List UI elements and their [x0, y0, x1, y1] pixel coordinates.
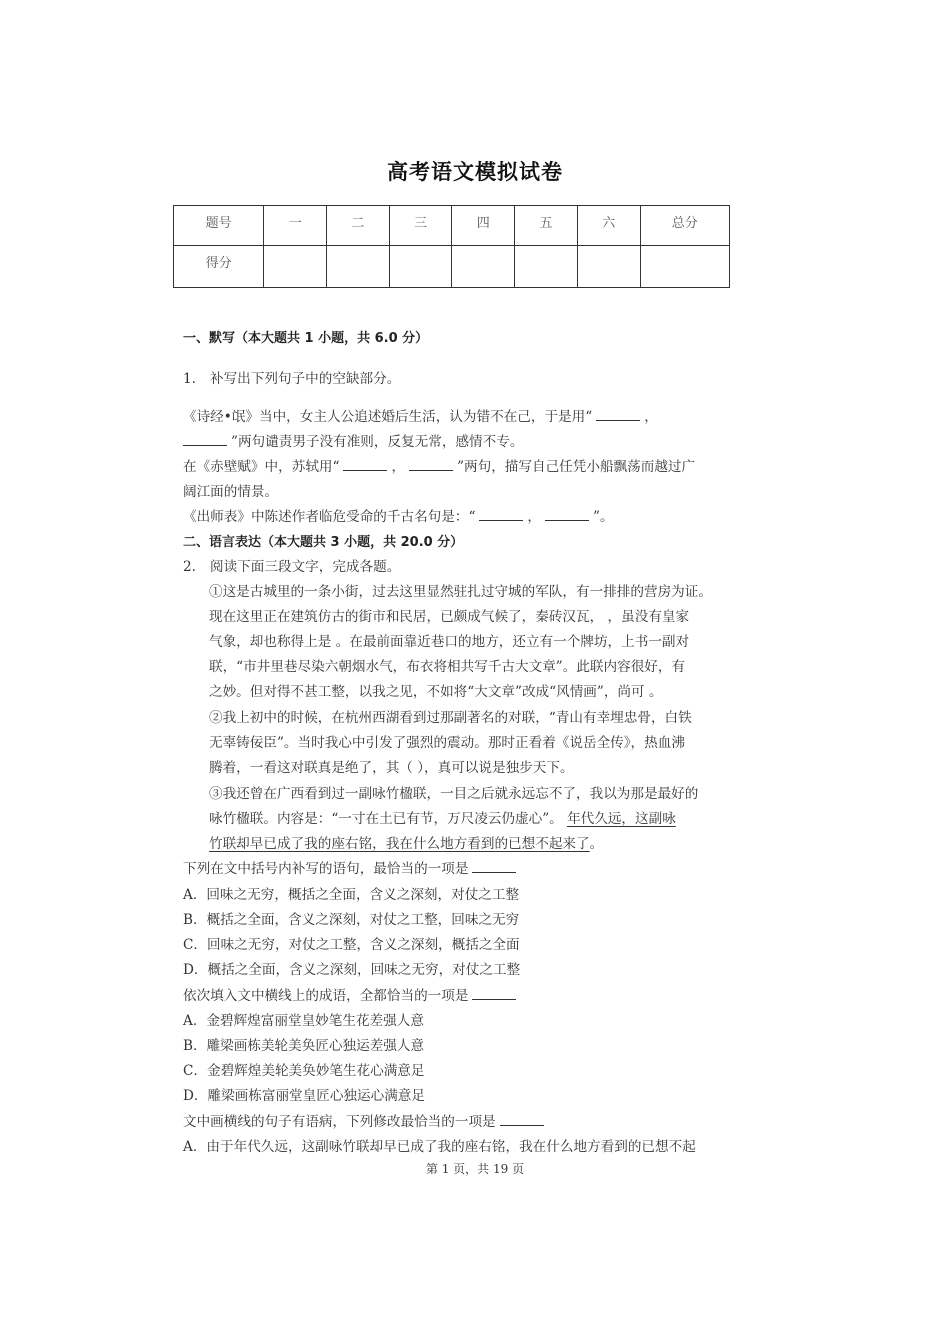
option-b: B．概括之全面，含义之深刻，对仗之工整，回味之无穷: [183, 912, 520, 928]
score-cell: [264, 246, 327, 288]
passage-line: [209, 832, 603, 857]
answer-blank: [500, 1113, 544, 1126]
text-segment: 在《赤壁赋》中，苏轼用“: [183, 459, 340, 475]
answer-blank: [472, 860, 516, 873]
header-cell: 六: [577, 206, 640, 246]
score-cell: [327, 246, 390, 288]
text-segment: 文中画横线的句子有语病，下列修改最恰当的一项是: [183, 1114, 496, 1130]
option-b: B．雕梁画栋美轮美奂匠心独运差强人意: [183, 1038, 425, 1054]
question-prompt: 补写出下列句子中的空缺部分。: [210, 371, 401, 387]
score-table: [173, 205, 730, 288]
option-d: D．概括之全面，含义之深刻，回味之无穷，对仗之工整: [183, 962, 521, 978]
option-a: A．回味之无穷，概括之全面，含义之深刻，对仗之工整: [183, 887, 520, 903]
text-segment: 下列在文中括号内补写的语句，最恰当的一项是: [183, 861, 469, 877]
passage-line: 无辜铸佞臣”。当时我心中引发了强烈的震动。那时正看着《说岳全传》，热血沸: [209, 735, 685, 751]
text-segment: 。: [589, 836, 604, 852]
option-d: D．雕梁画栋富丽堂皇匠心独运心满意足: [183, 1088, 425, 1104]
text-segment: 咏竹楹联。内容是：“一寸在土已有节，万尺凌云仍虚心”。: [209, 811, 568, 827]
text-segment: ，: [644, 409, 658, 425]
passage-line: ②我上初中的时候，在杭州西湖看到过那副著名的对联，“青山有幸埋忠骨，白铁: [209, 710, 692, 726]
option-a: A．由于年代久远，这副咏竹联却早已成了我的座右铭，我在什么地方看到的已想不起: [183, 1139, 696, 1155]
header-cell: 一: [264, 206, 327, 246]
question-2: [183, 555, 400, 580]
text-segment: 依次填入文中横线上的成语，全都恰当的一项是: [183, 988, 469, 1004]
passage-line: 联，“市井里巷尽染六朝烟水气，布衣将相共写千古大文章”。此联内容很好，有: [209, 659, 686, 675]
fill-blank: [343, 458, 387, 471]
question-1: [183, 367, 400, 392]
text-line: 阔江面的情景。: [183, 484, 279, 500]
passage-line: 现在这里正在建筑仿古的街市和民居，已颇成气候了，秦砖汉瓦， ，虽没有皇家: [209, 609, 690, 625]
answer-blank: [472, 987, 516, 1000]
underlined-sentence: 竹联却早已成了我的座右铭，我在什么地方看到的已想不起来了: [209, 836, 590, 852]
header-cell: 题号: [174, 206, 264, 246]
section-1-heading: 一、默写（本大题共 1 小题，共 6.0 分）: [183, 331, 429, 346]
score-cell: [577, 246, 640, 288]
text-line: [183, 430, 523, 455]
header-cell: 五: [515, 206, 578, 246]
passage-line: 之妙。但对得不甚工整，以我之见，不如将“大文章”改成“风情画”，尚可 。: [209, 684, 663, 700]
option-c: C．回味之无穷，对仗之工整，含义之深刻，概括之全面: [183, 937, 520, 953]
text-line: [183, 505, 614, 530]
subquestion-1-prompt: [183, 857, 520, 882]
header-cell: 四: [452, 206, 515, 246]
page-title: 高考语文模拟试卷: [387, 160, 563, 184]
question-prompt: 阅读下面三段文字，完成各题。: [210, 559, 401, 575]
score-cell: [452, 246, 515, 288]
subquestion-3-prompt: [183, 1110, 548, 1135]
score-table-header-row: [174, 206, 730, 246]
page-footer: 第 1 页，共 19 页: [425, 1162, 525, 1176]
fill-blank: [183, 433, 227, 446]
text-line: [183, 405, 658, 430]
underlined-sentence: 年代久远，这副咏: [567, 811, 676, 827]
question-number: 1.: [183, 371, 196, 387]
text-segment: ”两句谴责男子没有准则，反复无常，感情不专。: [231, 434, 524, 450]
fill-blank: [545, 508, 589, 521]
section-2-heading: 二、语言表达（本大题共 3 小题，共 20.0 分）: [183, 535, 464, 550]
text-segment: ”两句，描写自己任凭小船飘荡而越过广: [457, 459, 696, 475]
passage-line: [209, 807, 676, 832]
text-segment: 《出师表》中陈述作者临危受命的千古名句是：“: [183, 509, 476, 525]
fill-blank: [596, 408, 640, 421]
fill-blank: [409, 458, 453, 471]
passage-line: ③我还曾在广西看到过一副咏竹楹联，一目之后就永远忘不了，我以为那是最好的: [209, 786, 699, 802]
option-c: C．金碧辉煌美轮美奂妙笔生花心满意足: [183, 1063, 425, 1079]
text-segment: 《诗经•氓》当中，女主人公追述婚后生活，认为错不在己，于是用“: [183, 409, 593, 425]
text-line: [183, 455, 695, 480]
option-a: A．金碧辉煌富丽堂皇妙笔生花差强人意: [183, 1013, 424, 1029]
score-table-score-row: [174, 246, 730, 288]
header-cell: 二: [327, 206, 390, 246]
passage-line: 腾着，一看这对联真是绝了，其（ ），真可以说是独步天下。: [209, 760, 574, 776]
text-segment: ，: [527, 509, 542, 525]
score-cell: [515, 246, 578, 288]
score-cell: [389, 246, 452, 288]
text-segment: ”。: [593, 509, 614, 525]
header-cell: 总分: [640, 206, 729, 246]
passage-line: ①这是古城里的一条小街，过去这里显然驻扎过守城的军队，有一排排的营房为证。: [209, 584, 712, 600]
text-segment: ，: [391, 459, 406, 475]
subquestion-2-prompt: [183, 984, 520, 1009]
header-cell: 三: [389, 206, 452, 246]
passage-line: 气象，却也称得上是 。在最前面靠近巷口的地方，还立有一个牌坊，上书一副对: [209, 634, 690, 650]
fill-blank: [479, 508, 523, 521]
score-cell: [640, 246, 729, 288]
question-number: 2.: [183, 559, 196, 575]
score-row-label: 得分: [174, 246, 264, 288]
